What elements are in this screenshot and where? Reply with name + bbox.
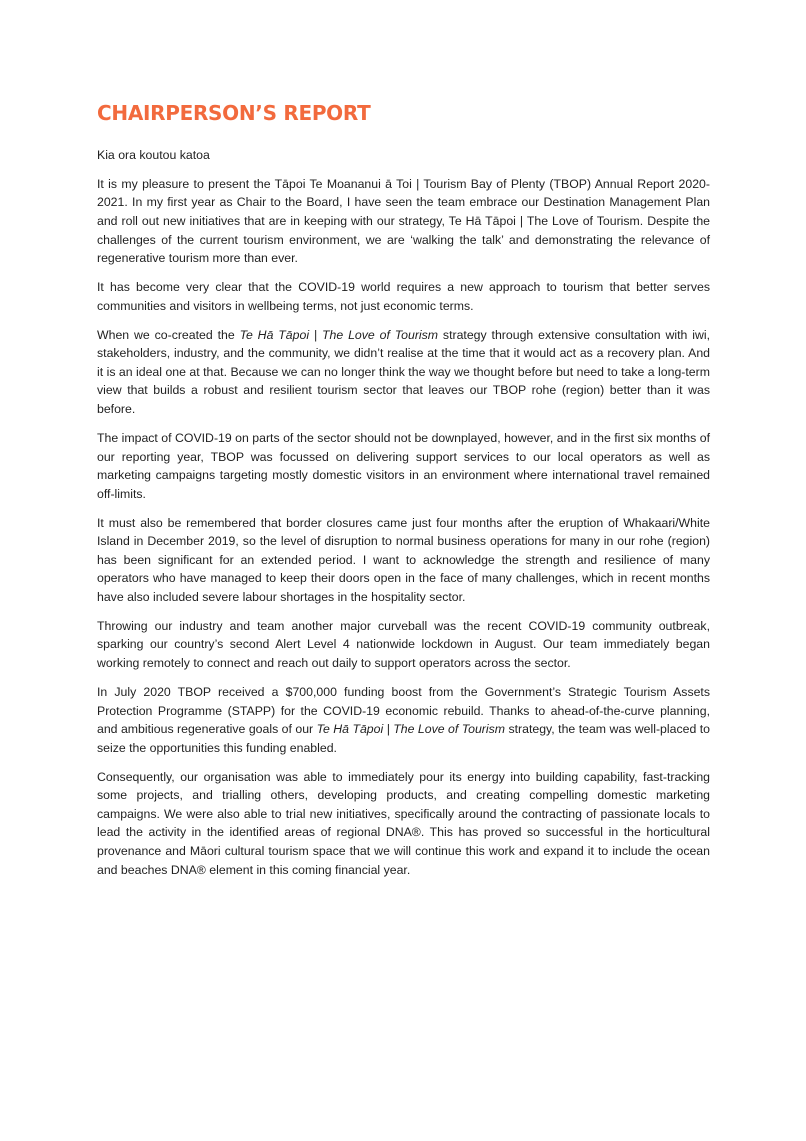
report-body <box>97 146 710 889</box>
strategy-name: Te Hā Tāpoi | The Love of Tourism <box>239 327 439 342</box>
covid-impact-paragraph: The impact of COVID-19 on parts of the sector should not be downplayed, however, and in the first six months of our reporting year, TBOP was focussed on delivering support services to our local operators as well as marketing campaigns targeting mostly domestic visitors in an environment where international travel remained off-limits. <box>97 430 710 501</box>
lockdown-paragraph: Throwing our industry and team another major curveball was the recent COVID-19 community outbreak, sparking our country’s second Alert Level 4 nationwide lockdown in August. Our team immediately began working remotely to connect and reach out daily to support operators across the sector. <box>97 618 710 671</box>
funding-paragraph <box>97 683 710 757</box>
intro-paragraph: It is my pleasure to present the Tāpoi Te Moananui ā Toi | Tourism Bay of Plenty (TBOP) Annual Report 2020-2021. In my first year as Chair to the Board, I have seen the team embrace our Destination Management Plan and roll out new initiatives that are in keeping with our strategy, Te Hā Tāpoi | The Love of Tourism. Despite the challenges of the current tourism environment, we are ‘walking the talk’ and demonstrating the relevance of regenerative tourism more than ever. <box>97 176 710 266</box>
funding-paragraph-text-start: In July 2020 TBOP received a $700,000 funding boost from the Government’s Strategic Tourism Assets Protection Programme (STAPP) for the COVID-19 economic rebuild. Thanks to ahead-of-the-curve planning, and ambitious regenerative goals of our <box>97 684 710 737</box>
greeting-paragraph: Kia ora koutou katoa <box>97 148 210 162</box>
strategy-paragraph-text-start: When we co-created the <box>97 327 240 342</box>
strategy-paragraph-text-end: strategy through extensive consultation with iwi, stakeholders, industry, and the community, we didn’t realise at the time that it would act as a recovery plan. And it is an ideal one at that. Because we can no longer think the way we thought before but need to take a long-term view that builds a robust and resilient tourism sector that leaves our TBOP rohe (region) better than it was before. <box>97 327 711 417</box>
covid-approach-paragraph: It has become very clear that the COVID-19 world requires a new approach to tourism that better serves communities and visitors in wellbeing terms, not just economic terms. <box>97 280 710 313</box>
page-title: CHAIRPERSON’S REPORT <box>97 101 371 125</box>
border-closures-paragraph: It must also be remembered that border closures came just four months after the eruption of Whakaari/White Island in December 2019, so the level of disruption to normal business operations for many in our rohe (region) has been significant for an extended period. I want to acknowledge the strength and resilience of many operators who have managed to keep their doors open in the face of many challenges, which in recent months have also included severe labour shortages in the hospitality sector. <box>97 515 710 604</box>
strategy-name: Te Hā Tāpoi | The Love of Tourism <box>316 722 506 737</box>
funding-paragraph-text-end: strategy, the team was well-placed to seize the opportunities this funding enabled. <box>97 722 710 755</box>
initiatives-paragraph: Consequently, our organisation was able to immediately pour its energy into building capability, fast-tracking some projects, and trialling others, developing products, and creating compelling domestic marketing campaigns. We were also able to trial new initiatives, specifically around the contracting of passionate locals to lead the activity in the identified areas of regional DNA®. This has proved so successful in the horticultural provenance and Māori cultural tourism space that we will continue this work and expand it to include the ocean and beaches DNA® element in this coming financial year. <box>97 769 710 877</box>
strategy-paragraph <box>97 326 710 419</box>
